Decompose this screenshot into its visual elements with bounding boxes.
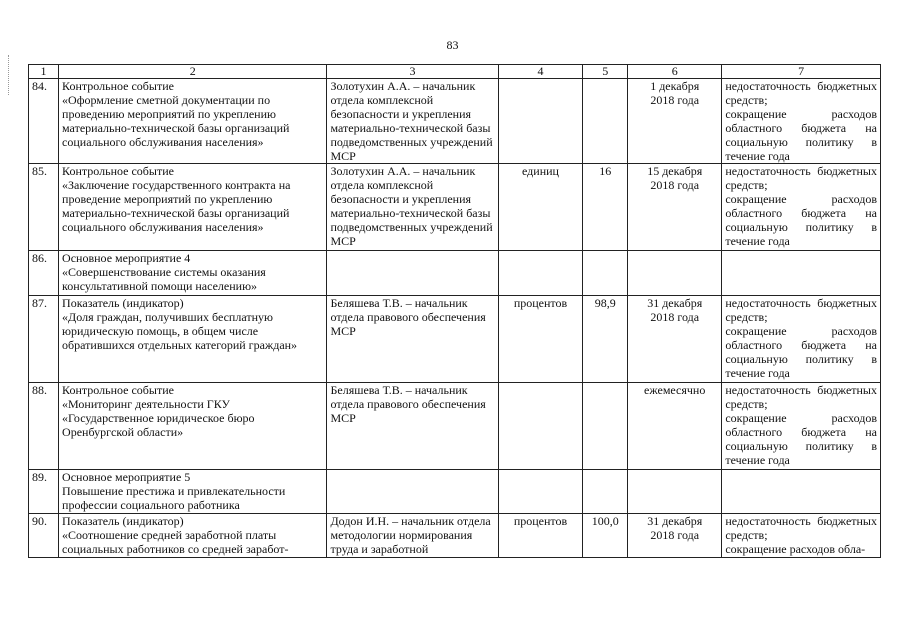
row-risks: недостаточность бюджетных средств; сокращение расходов областного бюджета на социальную политику в течение года <box>722 79 881 164</box>
margin-mark <box>8 55 11 95</box>
row-risks: недостаточность бюджетных средств; сокращение расходов областного бюджета на социальную политику в течение года <box>722 164 881 251</box>
row-deadline <box>628 251 722 296</box>
row-deadline: ежемесячно <box>628 383 722 470</box>
table-row <box>29 296 881 383</box>
row-risks: недостаточность бюджетных средств; сокращение расходов областного бюджета на социальную политику в течение года <box>722 296 881 383</box>
row-value <box>583 470 628 514</box>
row-number: 85. <box>29 164 59 251</box>
header-col-1: 1 <box>29 65 59 79</box>
row-number: 89. <box>29 470 59 514</box>
row-responsible <box>327 251 498 296</box>
row-risks: недостаточность бюджетных средств; сокращение расходов обла- <box>722 514 881 558</box>
row-description: Показатель (индикатор) «Доля граждан, получивших бесплатную юридическую помощь, в общем числе обратившихся отдельных категорий граждан» <box>59 296 327 383</box>
row-responsible: Беляшева Т.В. – начальник отдела правового обеспечения МСР <box>327 296 498 383</box>
row-unit: единиц <box>498 164 583 251</box>
row-responsible <box>327 470 498 514</box>
header-col-4: 4 <box>498 65 583 79</box>
header-col-6: 6 <box>628 65 722 79</box>
row-number: 86. <box>29 251 59 296</box>
row-number: 84. <box>29 79 59 164</box>
row-description: Контрольное событие «Мониторинг деятельности ГКУ «Государственное юридическое бюро Оренбургской области» <box>59 383 327 470</box>
row-risks <box>722 251 881 296</box>
row-risks <box>722 470 881 514</box>
row-deadline: 31 декабря 2018 года <box>628 296 722 383</box>
page-number: 83 <box>446 38 459 52</box>
row-risks: недостаточность бюджетных средств; сокращение расходов областного бюджета на социальную политику в течение года <box>722 383 881 470</box>
row-unit: процентов <box>498 296 583 383</box>
table-row <box>29 514 881 558</box>
row-unit <box>498 470 583 514</box>
header-row <box>29 65 881 79</box>
header-col-7: 7 <box>722 65 881 79</box>
row-value <box>583 383 628 470</box>
row-value: 100,0 <box>583 514 628 558</box>
row-description: Контрольное событие «Заключение государственного контракта на проведение мероприятий по укреплению материально-технической базы организаций социального обслуживания населения» <box>59 164 327 251</box>
plan-table <box>28 64 881 558</box>
row-deadline: 1 декабря 2018 года <box>628 79 722 164</box>
row-unit <box>498 79 583 164</box>
row-responsible: Золотухин А.А. – начальник отдела комплексной безопасности и укрепления материально-технической базы подведомственных учреждений МСР <box>327 164 498 251</box>
row-unit: процентов <box>498 514 583 558</box>
row-number: 87. <box>29 296 59 383</box>
row-value <box>583 79 628 164</box>
row-description: Основное мероприятие 4 «Совершенствование системы оказания консультативной помощи населению» <box>59 251 327 296</box>
row-number: 88. <box>29 383 59 470</box>
header-col-2: 2 <box>59 65 327 79</box>
row-description: Контрольное событие «Оформление сметной документации по проведению мероприятий по укреплению материально-технической базы организаций социального обслуживания населения» <box>59 79 327 164</box>
table-row <box>29 79 881 164</box>
row-value: 98,9 <box>583 296 628 383</box>
header-col-5: 5 <box>583 65 628 79</box>
header-col-3: 3 <box>327 65 498 79</box>
row-unit <box>498 251 583 296</box>
row-deadline: 15 декабря 2018 года <box>628 164 722 251</box>
row-responsible: Додон И.Н. – начальник отдела методологии нормирования труда и заработной <box>327 514 498 558</box>
row-deadline <box>628 470 722 514</box>
table-row <box>29 251 881 296</box>
table-row <box>29 164 881 251</box>
row-deadline: 31 декабря 2018 года <box>628 514 722 558</box>
table-row <box>29 383 881 470</box>
row-number: 90. <box>29 514 59 558</box>
row-value: 16 <box>583 164 628 251</box>
table-row <box>29 470 881 514</box>
row-responsible: Беляшева Т.В. – начальник отдела правового обеспечения МСР <box>327 383 498 470</box>
row-value <box>583 251 628 296</box>
row-description: Основное мероприятие 5 Повышение престижа и привлекательности профессии социального работника <box>59 470 327 514</box>
row-responsible: Золотухин А.А. – начальник отдела комплексной безопасности и укрепления материально-технической базы подведомственных учреждений МСР <box>327 79 498 164</box>
row-description: Показатель (индикатор) «Соотношение средней заработной платы социальных работников со средней заработ- <box>59 514 327 558</box>
row-unit <box>498 383 583 470</box>
